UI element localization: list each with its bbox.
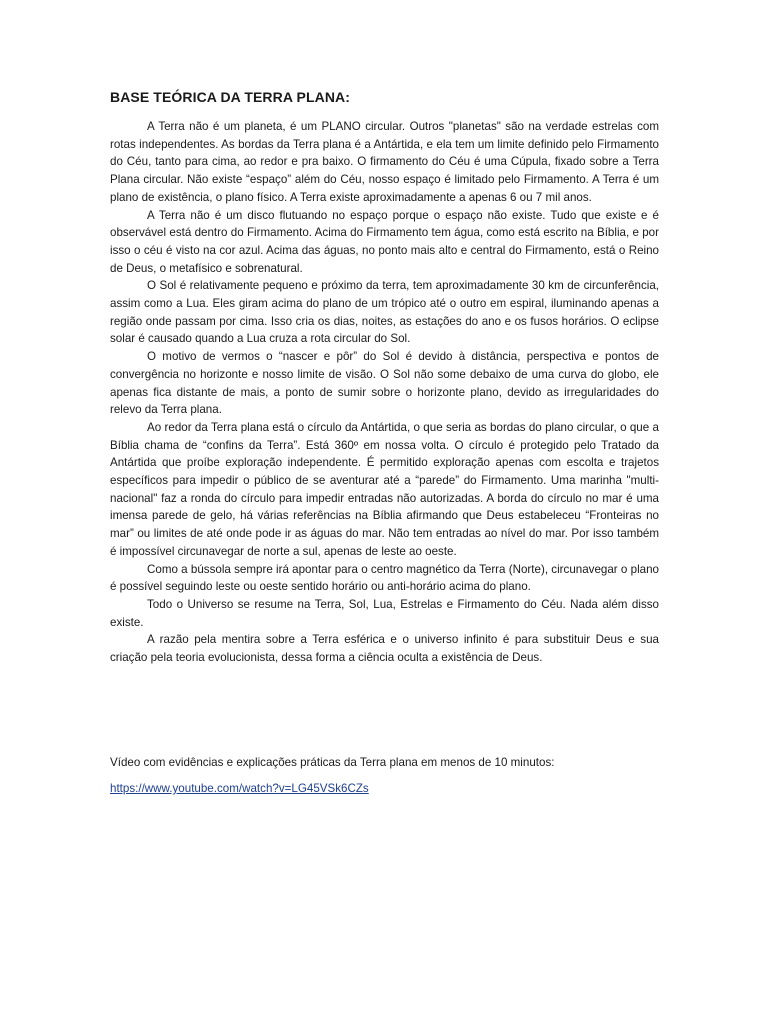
paragraph-5: Ao redor da Terra plana está o círculo da Antártida, o que seria as bordas do plano circular, o que a Bíblia chama de “confins da Terra”. Está 360º em nossa volta. O círculo é protegido pelo Tratado da Antártida que proíbe exploração independente. É permitido exploração apenas com escolta e trajetos específicos para impedir o público de se aventurar até a “parede” do Firmamento. Uma marinha "multi-nacional" faz a ronda do círculo para impedir entradas não autorizadas. A borda do círculo no mar é uma imensa parede de gelo, há várias referências na Bíblia afirmando que Deus estabeleceu “Fronteiras no mar” ou limites de até onde pode ir as águas do mar. Não tem entradas ao nível do mar. Por isso também é impossível circunavegar de norte a sul, apenas de leste ao oeste. — [110, 420, 659, 558]
paragraph-2: A Terra não é um disco flutuando no espaço porque o espaço não existe. Tudo que existe e é observável está dentro do Firmamento. Acima do Firmamento tem água, como está escrito na Bíblia, e por isso o céu é visto na cor azul. Acima das águas, no ponto mais alto e central do Firmamento, está o Reino de Deus, o metafísico e sobrenatural. — [110, 208, 659, 275]
paragraph-7: Todo o Universo se resume na Terra, Sol, Lua, Estrelas e Firmamento do Céu. Nada além disso existe. — [110, 597, 659, 629]
paragraph-1: A Terra não é um planeta, é um PLANO circular. Outros "planetas" são na verdade estrelas com rotas independentes. As bordas da Terra plana é a Antártida, e ela tem um limite definido pelo Firmamento do Céu, tanto para cima, ao redor e pra baixo. O firmamento do Céu é uma Cúpula, fixado sobre a Terra Plana circular. Não existe “espaço” além do Céu, nosso espaço é limitado pelo Firmamento. A Terra é um plano de existência, o plano físico. A Terra existe aproximadamente a apenas 6 ou 7 mil anos. — [110, 120, 659, 204]
video-label: Vídeo com evidências e explicações práticas da Terra plana em menos de 10 minutos: — [110, 756, 555, 769]
paragraph-3: O Sol é relativamente pequeno e próximo da terra, tem aproximadamente 30 km de circunferência, assim como a Lua. Eles giram acima do plano de um trópico até o outro em espiral, iluminando apenas a região onde passam por cima. Isso cria os dias, noites, as estações do ano e os fusos horários. O eclipse solar é causado quando a Lua cruza a rota circular do Sol. — [110, 279, 659, 346]
document-body — [110, 118, 659, 667]
video-link[interactable]: https://www.youtube.com/watch?v=LG45VSk6CZs — [110, 782, 369, 795]
document-title: BASE TEÓRICA DA TERRA PLANA: — [110, 89, 351, 105]
paragraph-6: Como a bússola sempre irá apontar para o centro magnético da Terra (Norte), circunavegar o plano é possível seguindo leste ou oeste sentido horário ou anti-horário acima do plano. — [110, 562, 659, 594]
paragraph-4: O motivo de vermos o “nascer e pôr” do Sol é devido à distância, perspectiva e pontos de convergência no horizonte e nosso limite de visão. O Sol não some debaixo de uma curva do globo, ele apenas fica distante de mais, a ponto de sumir sobre o horizonte plano, devido as irregularidades do relevo da Terra plana. — [110, 350, 659, 417]
paragraph-8: A razão pela mentira sobre a Terra esférica e o universo infinito é para substituir Deus e sua criação pela teoria evolucionista, dessa forma a ciência oculta a existência de Deus. — [110, 633, 659, 665]
